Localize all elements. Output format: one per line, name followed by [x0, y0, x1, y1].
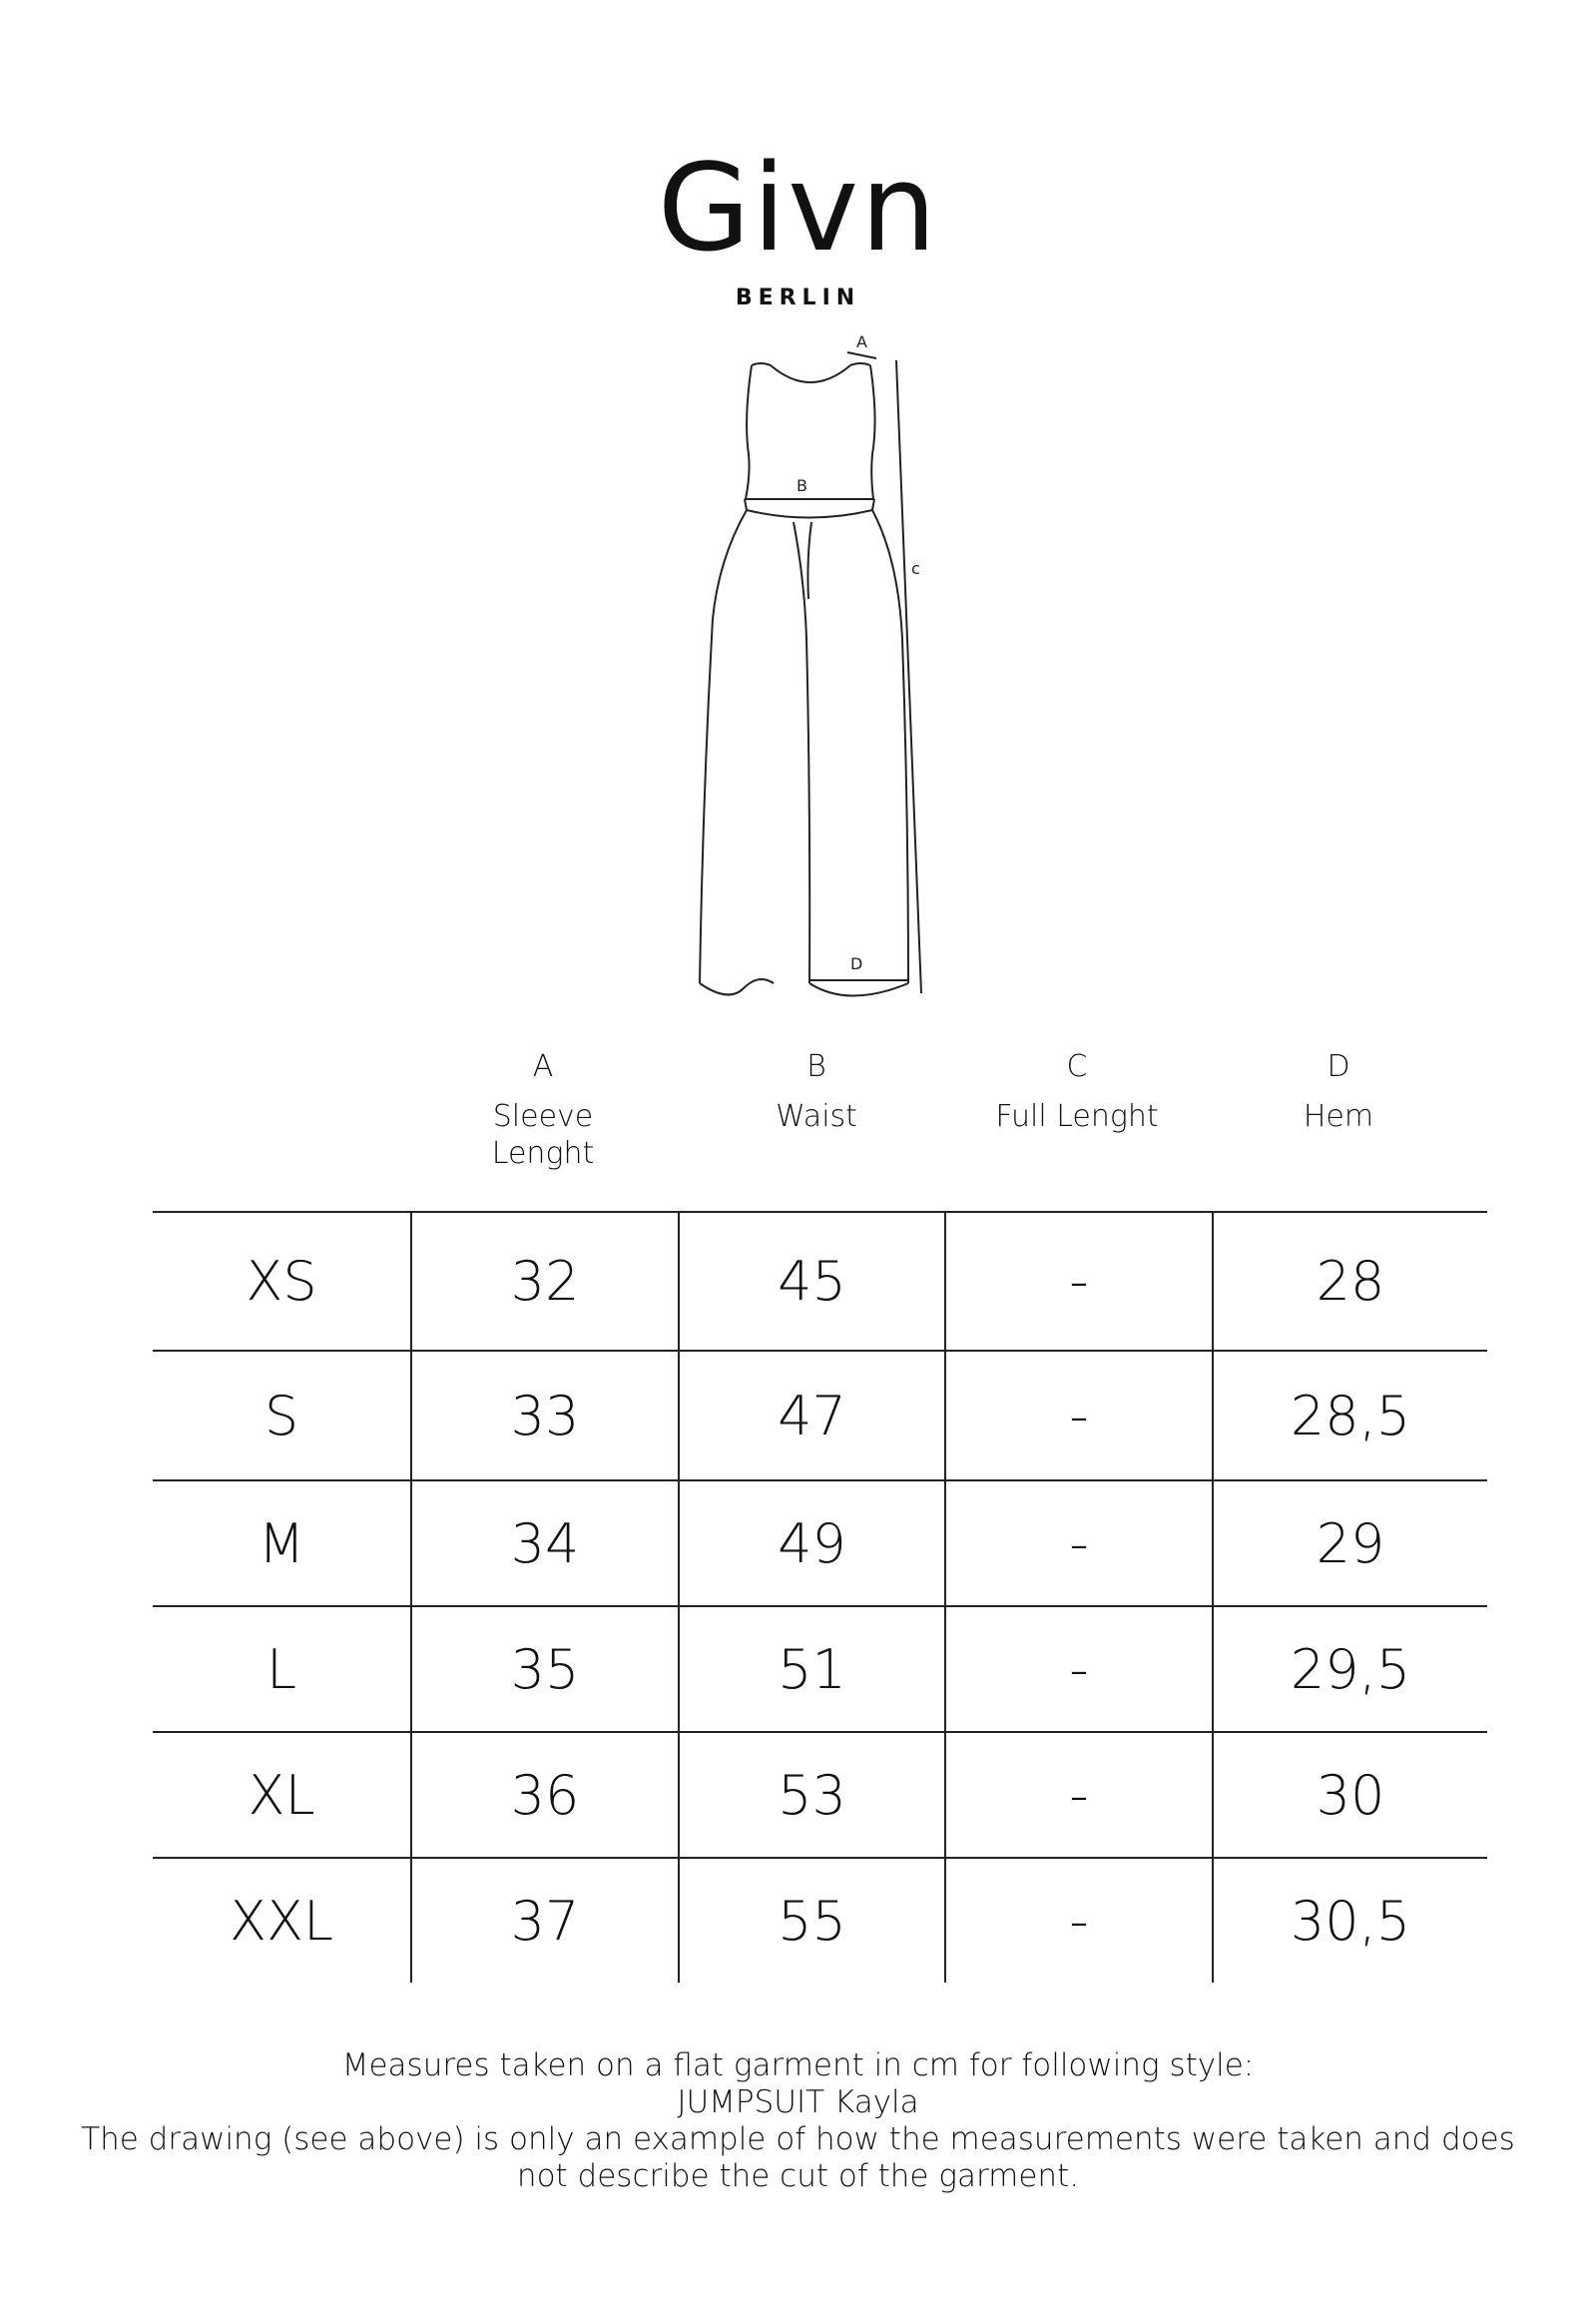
note-line-3: The drawing (see above) is only an example of how the measurements were taken and does — [81, 2121, 1515, 2157]
column-c-letter: C — [1066, 1049, 1088, 1084]
column-b-letter: B — [806, 1049, 826, 1084]
table-row — [153, 1351, 1487, 1480]
value-cell-d: 30 — [1213, 1732, 1487, 1858]
value-cell-d: 29 — [1213, 1480, 1487, 1606]
column-d-name: Hem — [1303, 1099, 1374, 1134]
value-cell-a: 36 — [411, 1732, 679, 1858]
value-cell-d: 28,5 — [1213, 1351, 1487, 1480]
table-row — [153, 1480, 1487, 1606]
column-a-letter: A — [532, 1049, 554, 1084]
value-cell-b: 53 — [679, 1732, 945, 1858]
value-cell-c: - — [945, 1480, 1213, 1606]
brand-logo: Givn — [657, 140, 939, 279]
size-table — [153, 1211, 1487, 1983]
value-cell-c: - — [945, 1606, 1213, 1732]
table-row — [153, 1732, 1487, 1858]
value-cell-c: - — [945, 1212, 1213, 1351]
value-cell-a: 33 — [411, 1351, 679, 1480]
value-cell-b: 45 — [679, 1212, 945, 1351]
value-cell-a: 32 — [411, 1212, 679, 1351]
value-cell-c: - — [945, 1351, 1213, 1480]
measure-label-a: A — [856, 332, 867, 351]
value-cell-a: 37 — [411, 1858, 679, 1983]
measure-label-b: B — [797, 476, 807, 495]
value-cell-a: 34 — [411, 1480, 679, 1606]
value-cell-d: 28 — [1213, 1212, 1487, 1351]
column-d-letter: D — [1327, 1049, 1350, 1084]
column-a-name — [433, 1098, 653, 1172]
measure-line-a — [847, 352, 876, 358]
column-a-name-line2: Lenght — [491, 1136, 595, 1171]
measure-label-c: c — [911, 559, 920, 578]
note-line-4: not describe the cut of the garment. — [516, 2158, 1080, 2194]
note-line-1: Measures taken on a flat garment in cm for following style: — [341, 2047, 1255, 2083]
value-cell-b: 47 — [679, 1351, 945, 1480]
value-cell-c: - — [945, 1732, 1213, 1858]
column-b-name: Waist — [776, 1099, 857, 1134]
value-cell-b: 49 — [679, 1480, 945, 1606]
value-cell-b: 55 — [679, 1858, 945, 1983]
size-cell: XS — [153, 1212, 411, 1351]
size-cell: S — [153, 1351, 411, 1480]
value-cell-c: - — [945, 1858, 1213, 1983]
table-row — [153, 1606, 1487, 1732]
jumpsuit-measurement-drawing — [0, 0, 1596, 1008]
size-cell: XL — [153, 1732, 411, 1858]
value-cell-d: 29,5 — [1213, 1606, 1487, 1732]
note-line-2: JUMPSUIT Kayla — [677, 2084, 919, 2120]
value-cell-a: 35 — [411, 1606, 679, 1732]
size-cell: L — [153, 1606, 411, 1732]
size-cell: M — [153, 1480, 411, 1606]
column-a-name-line1: Sleeve — [492, 1099, 594, 1134]
jumpsuit-outline — [700, 363, 908, 996]
column-c-name: Full Lenght — [995, 1099, 1159, 1134]
brand-city: BERLIN — [735, 286, 861, 310]
size-cell: XXL — [153, 1858, 411, 1983]
table-row — [153, 1212, 1487, 1351]
value-cell-d: 30,5 — [1213, 1858, 1487, 1983]
value-cell-b: 51 — [679, 1606, 945, 1732]
table-row — [153, 1858, 1487, 1983]
measure-label-d: D — [850, 954, 863, 973]
measurement-note — [0, 2047, 1596, 2195]
